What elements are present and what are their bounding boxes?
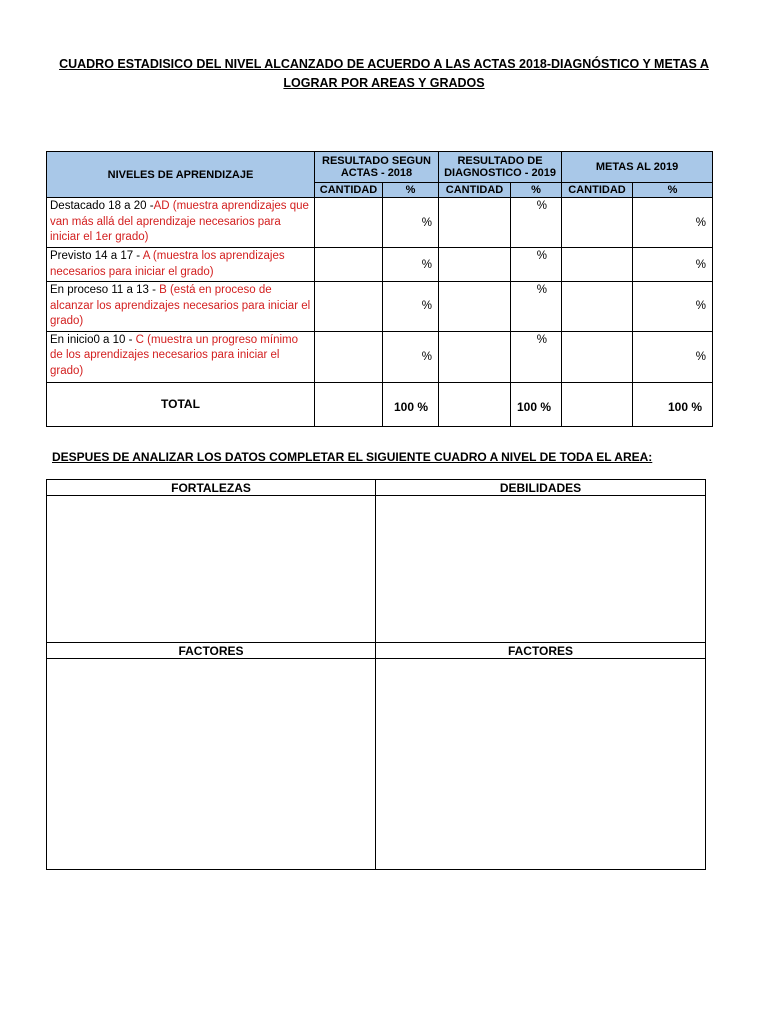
factores-left-area[interactable] [47, 659, 376, 870]
fortalezas-area[interactable] [47, 496, 376, 643]
cantidad-cell[interactable] [439, 248, 511, 282]
cantidad-cell[interactable] [439, 282, 511, 332]
total-cantidad-cell[interactable] [439, 382, 511, 426]
cantidad-cell[interactable] [315, 282, 383, 332]
header-metas-2019: METAS AL 2019 [562, 152, 713, 183]
table-row [47, 198, 713, 248]
cantidad-cell[interactable] [315, 198, 383, 248]
subheader-cantidad: CANTIDAD [315, 183, 383, 198]
percent-cell[interactable]: % [383, 331, 439, 382]
percent-cell[interactable]: % [633, 248, 713, 282]
total-cantidad-cell[interactable] [315, 382, 383, 426]
subheader-percent: % [511, 183, 562, 198]
percent-cell[interactable]: % [383, 248, 439, 282]
total-label: TOTAL [47, 382, 315, 426]
percent-cell[interactable]: % [633, 282, 713, 332]
header-factores-right: FACTORES [376, 643, 706, 659]
cantidad-cell[interactable] [562, 331, 633, 382]
cantidad-cell[interactable] [562, 248, 633, 282]
level-previsto: Previsto 14 a 17 - A (muestra los aprendizajes necesarios para iniciar el grado) [47, 248, 315, 282]
percent-cell[interactable]: % [511, 282, 562, 332]
debilidades-area[interactable] [376, 496, 706, 643]
percent-cell[interactable]: % [383, 282, 439, 332]
percent-cell[interactable]: % [383, 198, 439, 248]
percent-cell[interactable]: % [633, 331, 713, 382]
percent-cell[interactable]: % [511, 198, 562, 248]
total-percent-metas: 100 % [633, 382, 713, 426]
subheader-percent: % [633, 183, 713, 198]
header-fortalezas: FORTALEZAS [47, 480, 376, 496]
cantidad-cell[interactable] [562, 282, 633, 332]
analysis-table [46, 479, 706, 870]
total-cantidad-cell[interactable] [562, 382, 633, 426]
learning-levels-table [46, 151, 713, 427]
level-en-proceso: En proceso 11 a 13 - B (está en proceso de alcanzar los aprendizajes necesarios para iniciar el grado) [47, 282, 315, 332]
header-factores-left: FACTORES [47, 643, 376, 659]
header-actas-2018: RESULTADO SEGUN ACTAS - 2018 [315, 152, 439, 183]
cantidad-cell[interactable] [315, 331, 383, 382]
percent-cell[interactable]: % [633, 198, 713, 248]
percent-cell[interactable]: % [511, 248, 562, 282]
cantidad-cell[interactable] [439, 198, 511, 248]
cantidad-cell[interactable] [439, 331, 511, 382]
subheader-cantidad: CANTIDAD [439, 183, 511, 198]
total-percent-diagnostico: 100 % [511, 382, 562, 426]
level-en-inicio: En inicio0 a 10 - C (muestra un progreso mínimo de los aprendizajes necesarios para iniciar el grado) [47, 331, 315, 382]
total-row [47, 382, 713, 426]
cantidad-cell[interactable] [315, 248, 383, 282]
instruction-text: DESPUES DE ANALIZAR LOS DATOS COMPLETAR EL SIGUIENTE CUADRO A NIVEL DE TODA EL AREA: [52, 450, 653, 464]
header-levels: NIVELES DE APRENDIZAJE [47, 152, 315, 198]
subheader-percent: % [383, 183, 439, 198]
level-destacado: Destacado 18 a 20 -AD (muestra aprendizajes que van más allá del aprendizaje necesarios para iniciar el 1er grado) [47, 198, 315, 248]
page-title: CUADRO ESTADISICO DEL NIVEL ALCANZADO DE ACUERDO A LAS ACTAS 2018-DIAGNÓSTICO Y METAS A LOGRAR POR AREAS Y GRADOS [59, 57, 709, 90]
percent-cell[interactable]: % [511, 331, 562, 382]
subheader-cantidad: CANTIDAD [562, 183, 633, 198]
table-row [47, 248, 713, 282]
factores-right-area[interactable] [376, 659, 706, 870]
total-percent-actas: 100 % [383, 382, 439, 426]
cantidad-cell[interactable] [562, 198, 633, 248]
header-debilidades: DEBILIDADES [376, 480, 706, 496]
header-diagnostico-2019: RESULTADO DE DIAGNOSTICO - 2019 [439, 152, 562, 183]
table-row [47, 282, 713, 332]
table-row [47, 331, 713, 382]
